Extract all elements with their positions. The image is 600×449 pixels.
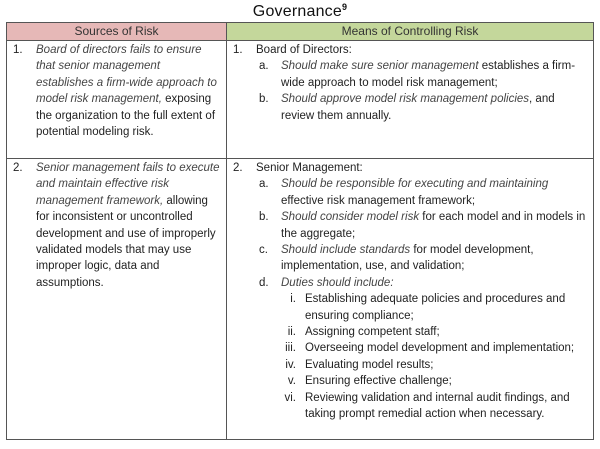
control-item bbox=[255, 209, 587, 242]
item-number: 2. bbox=[13, 162, 23, 174]
duty-item bbox=[277, 390, 587, 423]
risk-italic-text: Senior management fails to execute and maintain effective risk management framework, bbox=[36, 162, 220, 207]
control-plain-text: , and review them annually. bbox=[281, 93, 555, 122]
item-letter: a. bbox=[259, 178, 269, 191]
header-sources-of-risk: Sources of Risk bbox=[7, 23, 227, 41]
item-letter: d. bbox=[259, 276, 269, 289]
risk-item bbox=[12, 160, 220, 291]
risk-italic-text: Board of directors fails to ensure that senior management establishes a firm-wide approach to model risk management, bbox=[36, 44, 217, 106]
title-text: Governance bbox=[252, 3, 342, 20]
title-footnote: 9 bbox=[341, 2, 348, 12]
roman-numeral: ii. bbox=[287, 326, 296, 339]
control-heading bbox=[232, 160, 587, 176]
item-letter: b. bbox=[259, 211, 269, 224]
risk-cell bbox=[7, 159, 227, 440]
duty-item bbox=[277, 373, 587, 389]
item-letter: c. bbox=[259, 244, 268, 257]
duty-item bbox=[277, 340, 587, 356]
item-letter: a. bbox=[259, 60, 269, 73]
control-italic-text: Should approve model risk management policies bbox=[281, 93, 530, 106]
item-number: 2. bbox=[233, 162, 243, 174]
header-row bbox=[7, 23, 594, 41]
control-italic-text: Duties should include: bbox=[281, 276, 394, 289]
control-cell bbox=[227, 159, 594, 440]
control-plain-text: effective risk management framework; bbox=[281, 194, 476, 207]
roman-numeral: v. bbox=[287, 375, 296, 388]
control-italic-text: Should be responsible for executing and maintaining bbox=[281, 178, 549, 191]
duty-item bbox=[277, 324, 587, 340]
control-plain-text: establishes a firm-wide approach to model risk management; bbox=[281, 60, 576, 89]
item-letter: b. bbox=[259, 93, 269, 106]
control-heading-text: Senior Management: bbox=[256, 162, 363, 174]
roman-numeral: iii. bbox=[285, 342, 296, 355]
risk-item bbox=[12, 42, 220, 140]
risk-plain-text: exposing the organization to the full extent of potential modeling risk. bbox=[36, 93, 216, 139]
risk-plain-text: allowing for inconsistent or uncontrolled development and use of improperly validated models that may use improper logic, data and assumptions. bbox=[36, 194, 216, 289]
control-plain-text: for model development, implementation, use, and validation; bbox=[281, 244, 534, 273]
table-row bbox=[7, 159, 594, 440]
roman-numeral: i. bbox=[290, 293, 296, 306]
duty-item bbox=[277, 357, 587, 373]
duty-text: Overseeing model development and implementation; bbox=[305, 342, 575, 355]
page-title bbox=[0, 2, 600, 21]
control-item bbox=[255, 242, 587, 275]
duty-text: Reviewing validation and internal audit findings, and taking prompt remedial action when necessary. bbox=[305, 391, 570, 421]
control-item bbox=[255, 176, 587, 209]
item-number: 1. bbox=[233, 44, 243, 56]
control-italic-text: Should make sure senior management bbox=[281, 60, 479, 73]
control-italic-text: Should consider model risk bbox=[281, 211, 420, 224]
roman-numeral: iv. bbox=[285, 358, 296, 371]
control-cell bbox=[227, 41, 594, 159]
duty-item bbox=[277, 291, 587, 324]
duty-text: Ensuring effective challenge; bbox=[305, 375, 452, 388]
control-italic-text: Should include standards bbox=[281, 244, 411, 257]
item-number: 1. bbox=[13, 44, 23, 56]
control-heading bbox=[232, 42, 587, 58]
control-item bbox=[255, 91, 587, 124]
control-heading-text: Board of Directors: bbox=[256, 44, 352, 56]
governance-table bbox=[6, 22, 594, 440]
control-item bbox=[255, 275, 587, 291]
duty-text: Assigning competent staff; bbox=[305, 326, 440, 339]
risk-cell bbox=[7, 41, 227, 159]
control-plain-text: for each model and in models in the aggregate; bbox=[281, 211, 586, 240]
header-means-of-controlling-risk: Means of Controlling Risk bbox=[227, 23, 594, 41]
duty-text: Evaluating model results; bbox=[305, 358, 434, 371]
duty-text: Establishing adequate policies and procedures and ensuring compliance; bbox=[305, 293, 566, 322]
table-row bbox=[7, 41, 594, 159]
roman-numeral: vi. bbox=[284, 391, 296, 404]
control-item bbox=[255, 58, 587, 91]
